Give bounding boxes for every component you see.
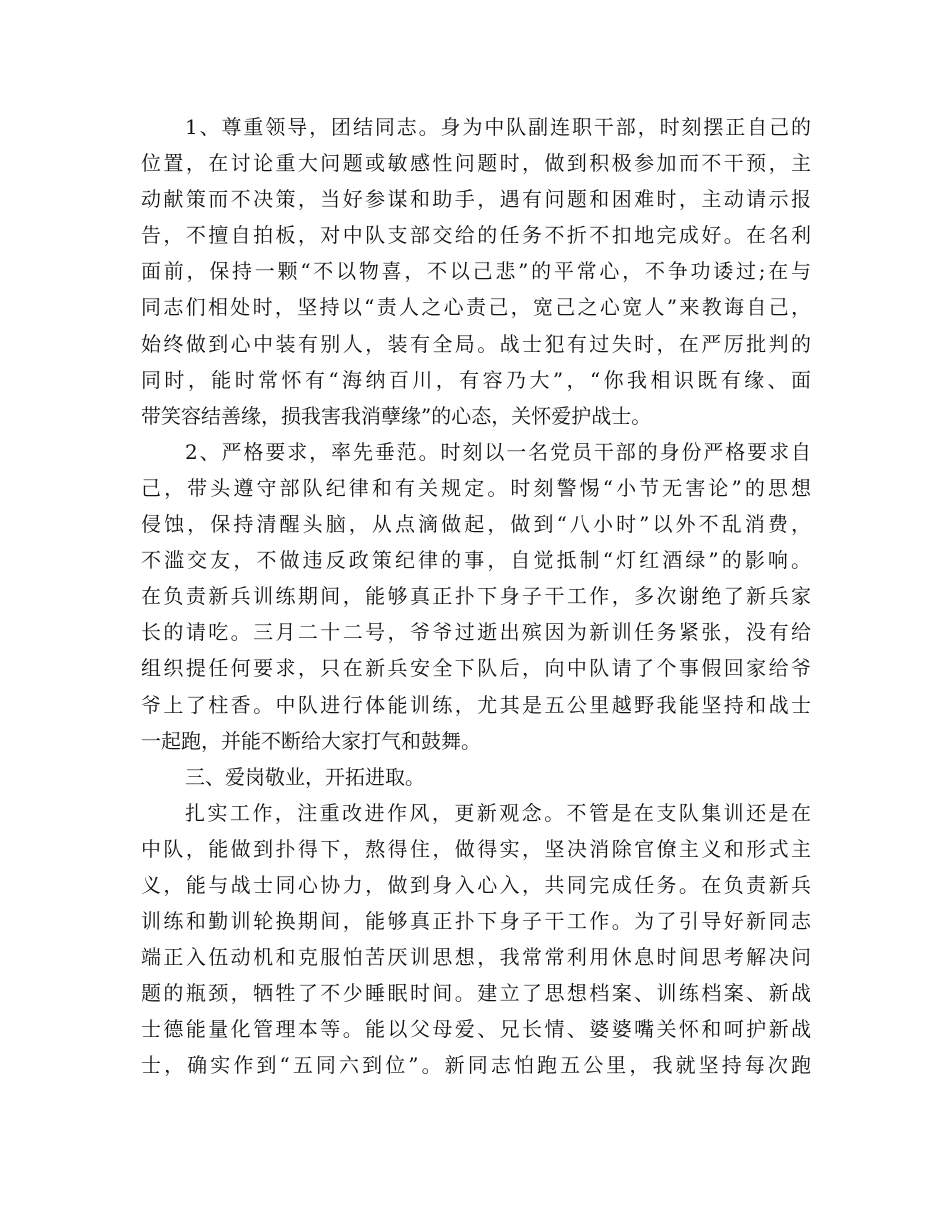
paragraph-1-line-7: 始终做到心中装有别人，装有全局。战士犯有过失时，在严厉批判的 bbox=[141, 331, 811, 356]
paragraph-3-line-4: 训练和勤训轮换期间，能够真正扑下身子干工作。为了引导好新同志 bbox=[141, 909, 811, 934]
paragraph-1-line-2: 位置，在讨论重大问题或敏感性问题时，做到积极参加而不干预，主 bbox=[141, 151, 811, 176]
paragraph-2-line-3: 侵蚀，保持清醒头脑，从点滴做起，做到“八小时”以外不乱消费， bbox=[141, 512, 811, 537]
paragraph-3-line-5: 端正入伍动机和克服怕苦厌训思想，我常常利用休息时间思考解决问 bbox=[141, 945, 811, 970]
paragraph-2-line-9: 一起跑，并能不断给大家打气和鼓舞。 bbox=[141, 728, 481, 753]
paragraph-2-line-4: 不滥交友，不做违反政策纪律的事，自觉抵制“灯红酒绿”的影响。 bbox=[141, 548, 811, 573]
paragraph-2-line-7: 组织提任何要求，只在新兵安全下队后，向中队请了个事假回家给爷 bbox=[141, 656, 811, 681]
paragraph-3-line-6: 题的瓶颈，牺牲了不少睡眠时间。建立了思想档案、训练档案、新战 bbox=[141, 981, 811, 1006]
paragraph-3-line-3: 义，能与战士同心协力，做到身入心入，共同完成任务。在负责新兵 bbox=[141, 872, 811, 897]
paragraph-3-line-7: 士德能量化管理本等。能以父母爱、兄长情、婆婆嘴关怀和呵护新战 bbox=[141, 1017, 811, 1042]
paragraph-2-line-8: 爷上了柱香。中队进行体能训练，尤其是五公里越野我能坚持和战士 bbox=[141, 692, 811, 717]
paragraph-1-line-1: 1、尊重领导，团结同志。身为中队副连职干部，时刻摆正自己的 bbox=[185, 115, 811, 139]
paragraph-3-line-1: 扎实工作，注重改进作风，更新观念。不管是在支队集训还是在 bbox=[185, 800, 811, 825]
paragraph-2-line-2: 己，带头遵守部队纪律和有关规定。时刻警惕“小节无害论”的思想 bbox=[141, 475, 811, 500]
paragraph-2-line-6: 长的请吃。三月二十二号，爷爷过逝出殡因为新训任务紧张，没有给 bbox=[141, 620, 811, 645]
section-heading: 三、爱岗敬业，开拓进取。 bbox=[185, 764, 425, 789]
paragraph-1-line-9: 带笑容结善缘，损我害我消孽缘”的心态，关怀爱护战士。 bbox=[141, 403, 652, 428]
paragraph-1-line-6: 同志们相处时，坚持以“责人之心责己，宽己之心宽人”来教诲自己， bbox=[141, 295, 811, 320]
paragraph-1-line-3: 动献策而不决策，当好参谋和助手，遇有问题和困难时，主动请示报 bbox=[141, 187, 811, 212]
paragraph-2-line-1: 2、严格要求，率先垂范。时刻以一名党员干部的身份严格要求自 bbox=[185, 439, 811, 464]
paragraph-2-line-5: 在负责新兵训练期间，能够真正扑下身子干工作，多次谢绝了新兵家 bbox=[141, 584, 811, 609]
paragraph-1-line-8: 同时，能时常怀有“海纳百川，有容乃大”，“你我相识既有缘、面 bbox=[141, 367, 811, 392]
paragraph-1-line-5: 面前，保持一颗“不以物喜，不以己悲”的平常心，不争功诿过;在与 bbox=[141, 259, 811, 284]
document-body bbox=[141, 109, 811, 1084]
paragraph-1-line-4: 告，不擅自拍板，对中队支部交给的任务不折不扣地完成好。在名利 bbox=[141, 223, 811, 248]
paragraph-3-line-8: 士，确实作到“五同六到位”。新同志怕跑五公里，我就坚持每次跑 bbox=[141, 1053, 811, 1078]
paragraph-3-line-2: 中队，能做到扑得下，熬得住，做得实，坚决消除官僚主义和形式主 bbox=[141, 836, 811, 861]
